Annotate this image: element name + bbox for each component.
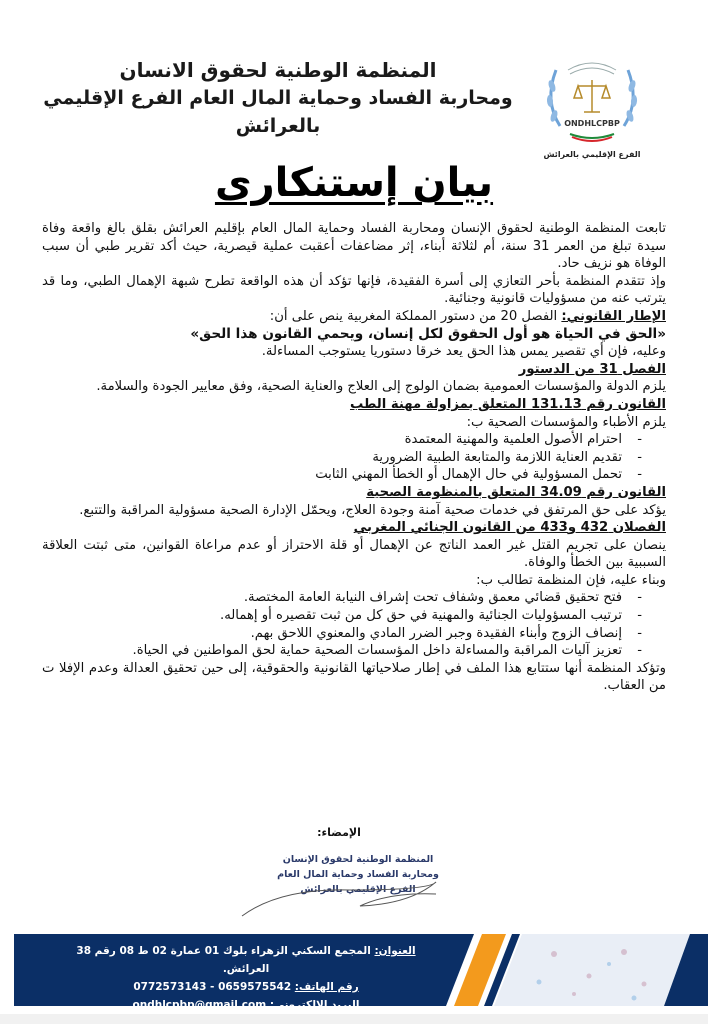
footer-contact-banner: [14, 934, 708, 1011]
legal-framework: [42, 308, 666, 326]
list-item: - ترتيب المسؤوليات الجنائية والمهنية في حق كل من ثبت تقصيره أو إهماله.: [42, 607, 642, 625]
demands-intro: وبناء عليه، فإن المنظمة تطالب ب:: [476, 572, 666, 588]
email-value[interactable]: ondhlcpbp@gmail.com: [132, 999, 270, 1011]
section-heading: الفصلان 432 و433 من القانون الجنائي المغربي: [353, 520, 666, 536]
list-item: - تقديم العناية اللازمة والمتابعة الطبية الضرورية: [42, 449, 642, 467]
document-title-wrap: [0, 160, 708, 206]
org-name-line1: المنظمة الوطنية لحقوق الانسان: [119, 58, 437, 82]
footer-phone: [66, 978, 426, 996]
phone-label: رقم الهاتف:: [294, 981, 359, 993]
handwritten-signature: [240, 878, 440, 918]
statement-body: [42, 220, 666, 695]
stamp-line3: الفرع الإقليمي بالعرائش: [300, 884, 416, 895]
section-text: ينصان على تجريم القتل غير العمد الناتج عن الإهمال أو قلة الاحتراز أو عدم مراعاة القوانين، متى ثبتت العلاقة السببية بين الخطأ والوفاة.: [42, 537, 666, 571]
stamp-line2: ومحاربة الفساد وحماية المال العام: [277, 869, 439, 880]
signature-label: الإمضاء:: [317, 826, 361, 839]
section-heading: القانون رقم 131.13 المتعلق بمزاولة مهنة الطب: [349, 396, 666, 412]
legal-framework-label: الإطار القانوني:: [561, 308, 666, 324]
organization-logo: [540, 46, 644, 150]
footer-address: [66, 942, 426, 978]
section-heading: الفصل 31 من الدستور: [518, 361, 666, 377]
list-item: - تعزيز آليات المراقبة والمساءلة داخل المؤسسات الصحية حماية لحق المواطنين في الحياة.: [42, 642, 642, 660]
logo-caption: الفرع الإقليمي بالعرائش: [543, 150, 641, 159]
constitution-quote: «الحق في الحياة هو أول الحقوق لكل إنسان، ويحمي القانون هذا الحق»: [190, 325, 666, 342]
consequence-paragraph: وعليه، فإن أي تقصير يمس هذا الحق يعد خرقا دستوريا يستوجب المساءلة.: [261, 344, 666, 360]
footer-email: [66, 996, 426, 1014]
letterhead: [0, 40, 708, 160]
org-name-line2: ومحاربة الفساد وحماية المال العام الفرع الإقليمي بالعرائش: [43, 87, 513, 137]
email-label: البريد الالكتروني:: [269, 999, 360, 1011]
bottom-strip: [0, 1014, 708, 1024]
stamp-line1: المنظمة الوطنية لحقوق الإنسان: [282, 854, 434, 865]
address-label: العنوان:: [374, 945, 416, 957]
section-text: يؤكد على حق المرتفق في خدمات صحية آمنة وجودة العلاج، ويحمّل الإدارة الصحية مسؤولية المراقبة والتتبع.: [79, 502, 666, 518]
legal-framework-text: الفصل 20 من دستور المملكة المغربية ينص على أن:: [269, 308, 562, 324]
intro-paragraph: تابعت المنظمة الوطنية لحقوق الإنسان ومحاربة الفساد وحماية المال العام بإقليم العرائش بقلق بالغ واقعة وفاة سيدة تبلغ من العمر 31 سنة، أم لثلاثة أبناء، إثر مضاعفات أعقبت عملية قيصرية، حيث أكد تقرير طبي أن سبب الوفاة هو نزيف حاد.: [42, 221, 666, 272]
obligations-list: [42, 431, 666, 484]
section-text: يلزم الدولة والمؤسسات العمومية بضمان الولوج إلى العلاج والعناية الصحية، وفق معايير الجودة والسلامة.: [96, 379, 666, 395]
footer-contact-info: [66, 942, 426, 1014]
condolence-paragraph: وإذ تتقدم المنظمة بأحر التعازي إلى أسرة الفقيدة، فإنها تؤكد أن هذه الواقعة تطرح شبهة الإهمال الطبي، وما قد يترتب عنه من مسؤوليات قانونية وجنائية.: [42, 273, 666, 307]
document-title: بيان إستنكارى: [214, 160, 494, 206]
demands-list: [42, 589, 666, 659]
list-item: - تحمل المسؤولية في حال الإهمال أو الخطأ المهني الثابت: [42, 466, 642, 484]
organization-name: [18, 56, 538, 140]
phone-value: 0659575542 - 0772573143: [133, 981, 295, 993]
list-item: - احترام الأصول العلمية والمهنية المعتمدة: [42, 431, 642, 449]
list-item: - فتح تحقيق قضائي معمق وشفاف تحت إشراف النيابة العامة المختصة.: [42, 589, 642, 607]
section-heading: القانون رقم 34.09 المتعلق بالمنظومة الصحية: [366, 484, 666, 500]
logo-text: ONDHLCPBP: [564, 119, 620, 128]
address-value: المجمع السكني الزهراء بلوك 01 عمارة 02 ط 08 رقم 38 العرائش.: [76, 945, 375, 975]
list-item: - إنصاف الزوج وأبناء الفقيدة وجبر الضرر المادي والمعنوي اللاحق بهم.: [42, 625, 642, 643]
closing-paragraph: وتؤكد المنظمة أنها ستتابع هذا الملف في إطار صلاحياتها القانونية والحقوقية، إلى حين تحقيق العدالة وعدم الإفلا ت من العقاب.: [42, 660, 666, 694]
section-text: يلزم الأطباء والمؤسسات الصحية ب:: [466, 414, 666, 430]
